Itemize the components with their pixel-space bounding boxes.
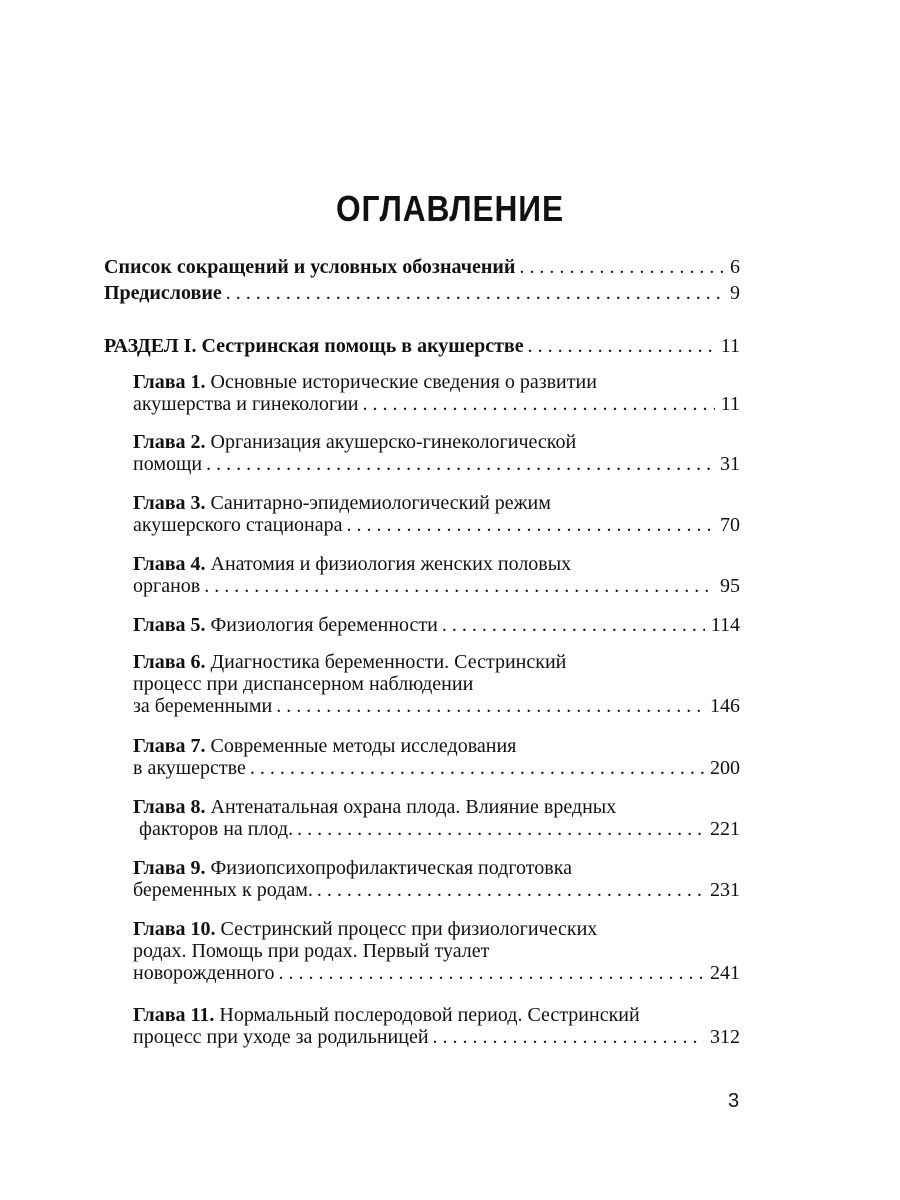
chapter-label: Глава 5. xyxy=(133,614,206,636)
toc-entry-chapter-6[interactable] xyxy=(133,651,740,717)
chapter-title-line: Антенатальная охрана плода. Влияние вредных xyxy=(210,796,617,818)
leader-dots xyxy=(206,453,714,475)
toc-entry-chapter-7[interactable] xyxy=(133,735,740,779)
toc-entry-chapter-9[interactable] xyxy=(133,857,740,901)
chapter-title-line: акушерства и гинекологии xyxy=(133,393,359,415)
chapter-title-line: Современные методы исследования xyxy=(210,735,517,757)
toc-entry-section-1[interactable] xyxy=(104,335,740,357)
chapter-label: Глава 2. xyxy=(133,431,206,453)
leader-dots xyxy=(317,879,704,901)
chapter-title-line: за беременными xyxy=(133,695,273,717)
toc-page-number: 9 xyxy=(730,282,740,304)
chapter-title-line: помощи xyxy=(133,453,203,475)
chapter-title-line: новорожденного xyxy=(133,962,275,984)
chapter-title-line: Сестринский процесс при физиологических xyxy=(220,918,598,940)
chapter-title-line: Физиология беременности xyxy=(210,614,438,636)
chapter-title-line: органов xyxy=(133,575,201,597)
toc-page-number: 11 xyxy=(720,335,740,357)
toc-entry-chapter-5[interactable] xyxy=(133,614,740,636)
leader-dots xyxy=(442,614,705,636)
leader-dots xyxy=(297,818,704,840)
toc-entry-preface[interactable] xyxy=(104,282,740,304)
chapter-title-line: процесс при диспансерном наблюдении xyxy=(133,673,474,695)
toc-page-number: 231 xyxy=(710,879,740,901)
leader-dots xyxy=(204,575,714,597)
chapter-title-line: Организация акушерско-гинекологической xyxy=(210,431,577,453)
chapter-label: Глава 3. xyxy=(133,492,206,514)
chapter-label: Глава 1. xyxy=(133,371,206,393)
leader-dots xyxy=(250,757,704,779)
chapter-title-line: факторов на плод. xyxy=(139,818,294,840)
chapter-title-line: в акушерстве xyxy=(133,757,246,779)
toc-page-number: 11 xyxy=(720,393,740,415)
chapter-label: Глава 4. xyxy=(133,553,206,575)
toc-entry-chapter-1[interactable] xyxy=(133,371,740,415)
leader-dots xyxy=(433,1026,704,1048)
toc-entry-chapter-11[interactable] xyxy=(133,1004,740,1048)
chapter-label: Глава 11. xyxy=(133,1004,215,1026)
chapter-title-line: беременных к родам. xyxy=(133,879,313,901)
chapter-title-line: Нормальный послеродовой период. Сестринский xyxy=(219,1004,640,1026)
toc-section-text: РАЗДЕЛ I. Сестринская помощь в акушерстве xyxy=(104,335,524,357)
toc-page-number: 31 xyxy=(720,453,740,475)
chapter-title-line: Основные исторические сведения о развитии xyxy=(210,371,597,393)
chapter-label: Глава 8. xyxy=(133,796,206,818)
toc-page-number: 70 xyxy=(720,514,740,536)
leader-dots xyxy=(528,335,715,357)
chapter-title-line: Санитарно-эпидемиологический режим xyxy=(210,492,551,514)
toc-entry-abbreviations[interactable] xyxy=(104,256,740,278)
toc-entry-chapter-10[interactable] xyxy=(133,918,740,984)
page-number: 3 xyxy=(728,1090,740,1112)
leader-dots xyxy=(279,962,705,984)
toc-entry-text: Список сокращений и условных обозначений xyxy=(104,256,516,278)
leader-dots xyxy=(276,695,704,717)
toc-page-number: 114 xyxy=(710,614,740,636)
toc-page-number: 6 xyxy=(730,256,740,278)
toc-page-number: 200 xyxy=(710,757,740,779)
chapter-title-line: Диагностика беременности. Сестринский xyxy=(210,651,567,673)
leader-dots xyxy=(519,256,724,278)
toc-entry-chapter-4[interactable] xyxy=(133,553,740,597)
toc-page-number: 312 xyxy=(710,1026,740,1048)
toc-page-number: 221 xyxy=(710,818,740,840)
toc-page-number: 241 xyxy=(710,962,740,984)
toc-entry-chapter-2[interactable] xyxy=(133,431,740,475)
page-title: ОГЛАВЛЕНИЕ xyxy=(336,188,564,229)
toc-entry-chapter-8[interactable] xyxy=(133,796,740,840)
chapter-label: Глава 7. xyxy=(133,735,206,757)
toc-page-number: 146 xyxy=(710,695,740,717)
toc-entry-chapter-3[interactable] xyxy=(133,492,740,536)
chapter-title-line: акушерского стационара xyxy=(133,514,343,536)
chapter-title-line: Анатомия и физиология женских половых xyxy=(210,553,572,575)
chapter-title-line: Физиопсихопрофилактическая подготовка xyxy=(210,857,573,879)
chapter-label: Глава 10. xyxy=(133,918,216,940)
toc-entry-text: Предисловие xyxy=(104,282,222,304)
leader-dots xyxy=(226,282,724,304)
chapter-label: Глава 6. xyxy=(133,651,206,673)
chapter-title-line: родах. Помощь при родах. Первый туалет xyxy=(133,940,490,962)
toc-page-number: 95 xyxy=(720,575,740,597)
chapter-title-line: процесс при уходе за родильницей xyxy=(133,1026,429,1048)
chapter-label: Глава 9. xyxy=(133,857,206,879)
leader-dots xyxy=(346,514,714,536)
leader-dots xyxy=(362,393,714,415)
